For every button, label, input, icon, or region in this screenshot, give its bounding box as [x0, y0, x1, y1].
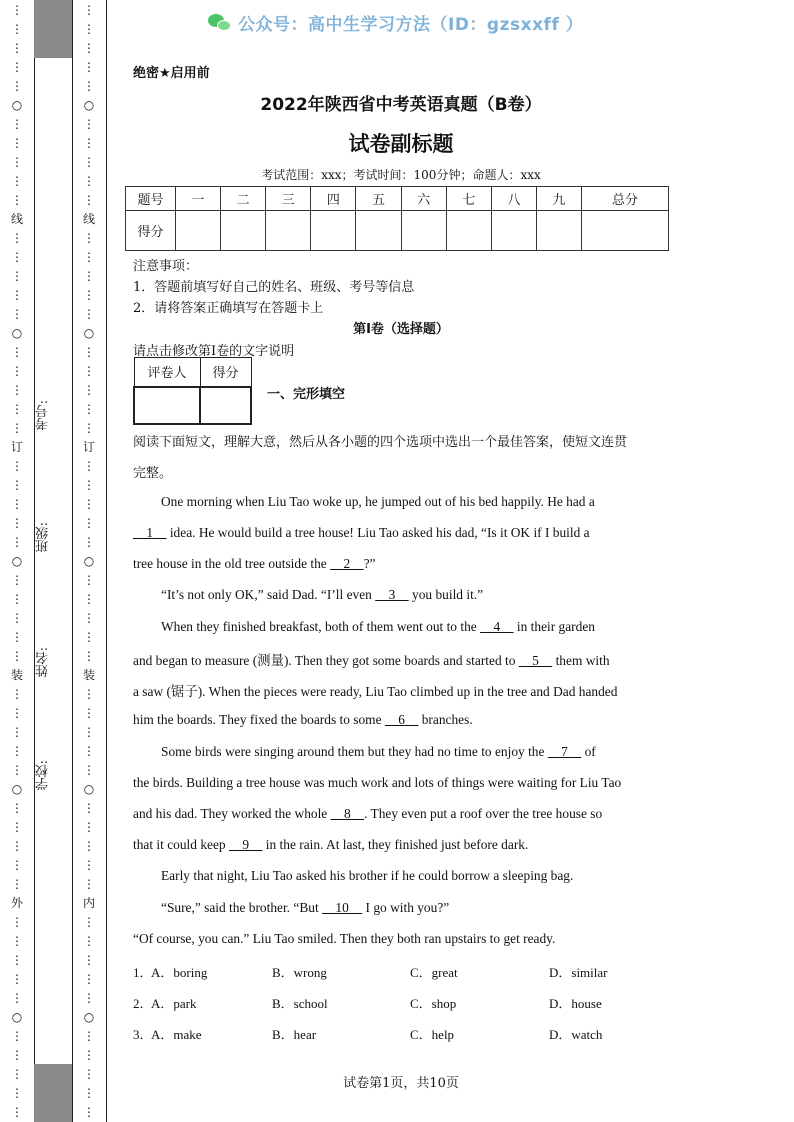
- inner-marker: 装: [82, 668, 95, 682]
- inner-dots: ⋮: [83, 972, 95, 986]
- inner-dots: ⋮: [83, 1067, 95, 1081]
- outer-marker: 线: [10, 212, 23, 226]
- passage-line: and his dad. They worked the whole 8 . They even put a roof over the tree house so: [133, 806, 603, 821]
- outer-dots: ⋮: [11, 288, 23, 302]
- outer-dots: ⋮: [11, 383, 23, 397]
- passage-line: tree house in the old tree outside the 2 ?”: [133, 556, 376, 571]
- outer-dots: ⋮: [11, 1086, 23, 1100]
- passage-line: the birds. Building a tree house was much work and lots of things were waiting for Liu Tao: [133, 775, 622, 790]
- watermark-text: 公众号：高中生学习方法（ID：gzsxxff ）: [238, 15, 584, 35]
- inner-dots: ⋮: [83, 630, 95, 644]
- outer-dots: ⋮: [11, 991, 23, 1005]
- option-c[interactable]: C．shop: [410, 996, 457, 1011]
- inner-dots: ⋮: [83, 991, 95, 1005]
- inner-dots: ⋮: [83, 402, 95, 416]
- outer-dots: ⋮: [11, 478, 23, 492]
- option-c[interactable]: C．help: [410, 1027, 455, 1042]
- field-class: 班级:: [36, 522, 51, 553]
- score-cell[interactable]: [401, 211, 446, 251]
- outer-dots: ⋮: [11, 22, 23, 36]
- outer-dots: ⋮: [11, 421, 23, 435]
- cloze-blank[interactable]: 8: [330, 806, 365, 821]
- outer-dots: ⋮: [11, 79, 23, 93]
- notes-item: 1．答题前填写好自己的姓名、班级、考号等信息: [133, 280, 415, 295]
- outer-dots: ⋮: [11, 155, 23, 169]
- section-instruction: [133, 427, 669, 489]
- score-header-cell: 五: [356, 187, 401, 211]
- inner-dots: ⋮: [83, 364, 95, 378]
- passage-line: a saw (锯子). When the pieces were ready, Liu Tao climbed up in the tree and Dad handed: [133, 684, 618, 699]
- outer-dots: ⋮: [11, 649, 23, 663]
- option-b[interactable]: B．hear: [272, 1027, 317, 1042]
- outer-dots: ⋮: [11, 402, 23, 416]
- outer-dots: ⋮: [11, 611, 23, 625]
- inner-marker: ○: [83, 98, 95, 112]
- score-cell[interactable]: [266, 211, 311, 251]
- outer-marker: ○: [11, 554, 23, 568]
- inner-dots: ⋮: [83, 79, 95, 93]
- outer-dots: ⋮: [11, 1048, 23, 1062]
- outer-dots: ⋮: [11, 250, 23, 264]
- inner-marker: ○: [83, 782, 95, 796]
- inner-dots: ⋮: [83, 687, 95, 701]
- inner-dots: ⋮: [83, 174, 95, 188]
- part-title: 第I卷（选择题）: [353, 322, 449, 337]
- inner-dots: ⋮: [83, 478, 95, 492]
- outer-dots: ⋮: [11, 573, 23, 587]
- passage-line: When they finished breakfast, both of them went out to the 4 in their garden: [161, 619, 595, 634]
- outer-dots: ⋮: [11, 763, 23, 777]
- outer-dots: ⋮: [11, 934, 23, 948]
- inner-dots: ⋮: [83, 516, 95, 530]
- inner-dots: ⋮: [83, 1029, 95, 1043]
- score-cell[interactable]: [536, 211, 581, 251]
- exam-info: 考试范围：xxx；考试时间：100分钟；命题人：xxx: [261, 168, 541, 182]
- inner-dots: ⋮: [83, 611, 95, 625]
- cloze-blank[interactable]: 9: [228, 837, 263, 852]
- score-header-cell: 总分: [581, 187, 668, 211]
- inner-dots: ⋮: [83, 1086, 95, 1100]
- inner-marker: 订: [82, 440, 95, 454]
- score-header-cell: 一: [176, 187, 221, 211]
- cloze-blank[interactable]: 10: [322, 900, 363, 915]
- cloze-blank[interactable]: 5: [518, 653, 553, 668]
- outer-dots: ⋮: [11, 820, 23, 834]
- cloze-blank[interactable]: 1: [133, 525, 167, 540]
- outer-dots: ⋮: [11, 193, 23, 207]
- score-header-cell: 九: [536, 187, 581, 211]
- passage-line: and began to measure (测量). Then they got some boards and started to 5 them with: [133, 653, 610, 668]
- outer-dots: ⋮: [11, 839, 23, 853]
- outer-dots: ⋮: [11, 269, 23, 283]
- inner-dots: ⋮: [83, 269, 95, 283]
- outer-dots: ⋮: [11, 136, 23, 150]
- outer-dots: ⋮: [11, 801, 23, 815]
- inner-dots: ⋮: [83, 383, 95, 397]
- outer-dots: ⋮: [11, 174, 23, 188]
- outer-marker: ○: [11, 98, 23, 112]
- outer-dots: ⋮: [11, 915, 23, 929]
- outer-dots: ⋮: [11, 1029, 23, 1043]
- option-b[interactable]: B．wrong: [272, 965, 327, 980]
- inner-dots: ⋮: [83, 839, 95, 853]
- inner-dots: ⋮: [83, 250, 95, 264]
- inner-marker: 内: [82, 896, 95, 910]
- inner-dots: ⋮: [83, 22, 95, 36]
- inner-dots: ⋮: [83, 345, 95, 359]
- outer-dots: ⋮: [11, 117, 23, 131]
- inner-dots: ⋮: [83, 801, 95, 815]
- inner-dots: ⋮: [83, 877, 95, 891]
- outer-dots: ⋮: [11, 630, 23, 644]
- option-a[interactable]: A．park: [151, 996, 197, 1011]
- cloze-blank[interactable]: 2: [330, 556, 364, 571]
- inner-marker: ○: [83, 326, 95, 340]
- option-b[interactable]: B．school: [272, 996, 328, 1011]
- passage-line: Early that night, Liu Tao asked his brother if he could borrow a sleeping bag.: [161, 868, 574, 883]
- passage-line: “It’s not only OK,” said Dad. “I’ll even 3 you build it.”: [161, 587, 484, 602]
- inner-dots: ⋮: [83, 915, 95, 929]
- passage-line: One morning when Liu Tao woke up, he jumped out of his bed happily. He had a: [161, 494, 595, 509]
- score-header-cell: 四: [311, 187, 356, 211]
- inner-dots: ⋮: [83, 744, 95, 758]
- inner-dots: ⋮: [83, 953, 95, 967]
- outer-dots: ⋮: [11, 516, 23, 530]
- inner-dots: ⋮: [83, 763, 95, 777]
- outer-dots: ⋮: [11, 1105, 23, 1119]
- inner-dots: ⋮: [83, 820, 95, 834]
- outer-dots: ⋮: [11, 535, 23, 549]
- score-cell[interactable]: [491, 211, 536, 251]
- outer-dots: ⋮: [11, 687, 23, 701]
- outer-marker: ○: [11, 782, 23, 796]
- section-title: 一、完形填空: [267, 387, 346, 402]
- inner-dots: ⋮: [83, 1048, 95, 1062]
- option-a[interactable]: A．make: [151, 1027, 202, 1042]
- inner-dots: ⋮: [83, 307, 95, 321]
- passage-line: that it could keep 9 in the rain. At last, they finished just before dark.: [133, 837, 529, 852]
- inner-dots: ⋮: [83, 706, 95, 720]
- inner-dots: ⋮: [83, 421, 95, 435]
- score-cell[interactable]: [221, 211, 266, 251]
- gray-block-top: [34, 0, 72, 58]
- passage-line: “Sure,” said the brother. “But 10 I go with you?”: [161, 900, 450, 915]
- option-d[interactable]: D．house: [549, 996, 602, 1011]
- outer-dots: ⋮: [11, 231, 23, 245]
- binding-line-right: [106, 0, 107, 1122]
- outer-dots: ⋮: [11, 972, 23, 986]
- score-header-cell: 六: [401, 187, 446, 211]
- score-cell[interactable]: [356, 211, 401, 251]
- outer-marker: 装: [10, 668, 23, 682]
- grader-label: 评卷人: [134, 358, 200, 387]
- inner-dots: ⋮: [83, 573, 95, 587]
- outer-dots: ⋮: [11, 877, 23, 891]
- gray-block-bottom: [34, 1064, 72, 1122]
- outer-dots: ⋮: [11, 459, 23, 473]
- outer-dots: ⋮: [11, 744, 23, 758]
- cloze-blank[interactable]: 4: [480, 619, 514, 634]
- score-table-score-row: [126, 211, 669, 251]
- score-header-cell: 题号: [126, 187, 176, 211]
- outer-dots: ⋮: [11, 592, 23, 606]
- question-number: 3．: [133, 1027, 153, 1042]
- field-school: 学校:: [36, 760, 51, 791]
- score-header-cell: 八: [491, 187, 536, 211]
- outer-marker: 订: [10, 440, 23, 454]
- outer-dots: ⋮: [11, 364, 23, 378]
- inner-dots: ⋮: [83, 497, 95, 511]
- inner-dots: ⋮: [83, 288, 95, 302]
- inner-dots: ⋮: [83, 459, 95, 473]
- inner-dots: ⋮: [83, 41, 95, 55]
- passage-line: 1 idea. He would build a tree house! Liu Tao asked his dad, “Is it OK if I build a: [133, 525, 590, 540]
- cloze-blank[interactable]: 6: [384, 712, 419, 727]
- page-footer: 试卷第1页，共10页: [343, 1076, 459, 1091]
- instruction-line: 完整。: [133, 466, 173, 481]
- instruction-line: 阅读下面短文，理解大意，然后从各小题的四个选项中选出一个最佳答案，使短文连贯: [133, 435, 628, 450]
- grader-score-cell[interactable]: [200, 387, 251, 424]
- inner-dots: ⋮: [83, 858, 95, 872]
- question-number: 1．: [133, 965, 153, 980]
- outer-dots: ⋮: [11, 345, 23, 359]
- option-d[interactable]: D．similar: [549, 965, 608, 980]
- question-number: 2．: [133, 996, 153, 1011]
- inner-dots: ⋮: [83, 3, 95, 17]
- inner-marker: ○: [83, 554, 95, 568]
- score-cell[interactable]: [311, 211, 356, 251]
- inner-dots: ⋮: [83, 60, 95, 74]
- score-cell[interactable]: [581, 211, 668, 251]
- field-exam-number: 考号:: [36, 400, 51, 431]
- inner-dots: ⋮: [83, 155, 95, 169]
- outer-binding-margin: [0, 0, 34, 1122]
- score-row-label: 得分: [126, 211, 176, 251]
- inner-dots: ⋮: [83, 535, 95, 549]
- inner-marker: ○: [83, 1010, 95, 1024]
- grader-cell[interactable]: [134, 387, 200, 424]
- wechat-icon: [208, 13, 232, 33]
- page-title: 2022年陕西省中考英语真题（B卷）: [260, 95, 542, 115]
- cloze-blank[interactable]: 3: [375, 587, 409, 602]
- inner-dots: ⋮: [83, 231, 95, 245]
- inner-dots: ⋮: [83, 934, 95, 948]
- outer-dots: ⋮: [11, 497, 23, 511]
- score-header-cell: 二: [221, 187, 266, 211]
- field-name: 姓名:: [36, 647, 51, 678]
- outer-marker: ○: [11, 326, 23, 340]
- score-cell[interactable]: [446, 211, 491, 251]
- inner-dots: ⋮: [83, 193, 95, 207]
- watermark: [208, 10, 583, 35]
- outer-dots: ⋮: [11, 953, 23, 967]
- outer-dots: ⋮: [11, 725, 23, 739]
- option-d[interactable]: D．watch: [549, 1027, 603, 1042]
- student-info-band: [34, 0, 72, 1122]
- outer-dots: ⋮: [11, 60, 23, 74]
- inner-dots: ⋮: [83, 136, 95, 150]
- outer-dots: ⋮: [11, 3, 23, 17]
- notes-item: 2．请将答案正确填写在答题卡上: [133, 301, 324, 316]
- cloze-blank[interactable]: 7: [547, 744, 582, 759]
- passage-line: Some birds were singing around them but they had no time to enjoy the 7 of: [161, 744, 596, 759]
- notes-title: 注意事项：: [133, 259, 199, 274]
- score-label: 得分: [200, 358, 251, 387]
- outer-dots: ⋮: [11, 307, 23, 321]
- score-cell[interactable]: [176, 211, 221, 251]
- part-description: 请点击修改第I卷的文字说明: [133, 344, 295, 359]
- outer-marker: ○: [11, 1010, 23, 1024]
- inner-dots: ⋮: [83, 725, 95, 739]
- outer-dots: ⋮: [11, 858, 23, 872]
- passage-line: him the boards. They fixed the boards to some 6 branches.: [133, 712, 473, 727]
- secret-label: 绝密★启用前: [133, 66, 210, 81]
- inner-dots: ⋮: [83, 592, 95, 606]
- notes: [133, 256, 669, 319]
- inner-binding-margin: [72, 0, 106, 1122]
- score-header-cell: 三: [266, 187, 311, 211]
- inner-dots: ⋮: [83, 1105, 95, 1119]
- score-table: [125, 186, 669, 251]
- score-table-header-row: [126, 187, 669, 211]
- option-a[interactable]: A．boring: [151, 965, 208, 980]
- page-subtitle: 试卷副标题: [348, 132, 454, 156]
- outer-marker: 外: [10, 896, 23, 910]
- outer-dots: ⋮: [11, 41, 23, 55]
- score-header-cell: 七: [446, 187, 491, 211]
- passage-line: “Of course, you can.” Liu Tao smiled. Then they both ran upstairs to get ready.: [133, 931, 556, 946]
- inner-dots: ⋮: [83, 649, 95, 663]
- option-c[interactable]: C．great: [410, 965, 458, 980]
- inner-marker: 线: [82, 212, 95, 226]
- outer-dots: ⋮: [11, 706, 23, 720]
- outer-dots: ⋮: [11, 1067, 23, 1081]
- grader-table: [133, 357, 252, 425]
- inner-dots: ⋮: [83, 117, 95, 131]
